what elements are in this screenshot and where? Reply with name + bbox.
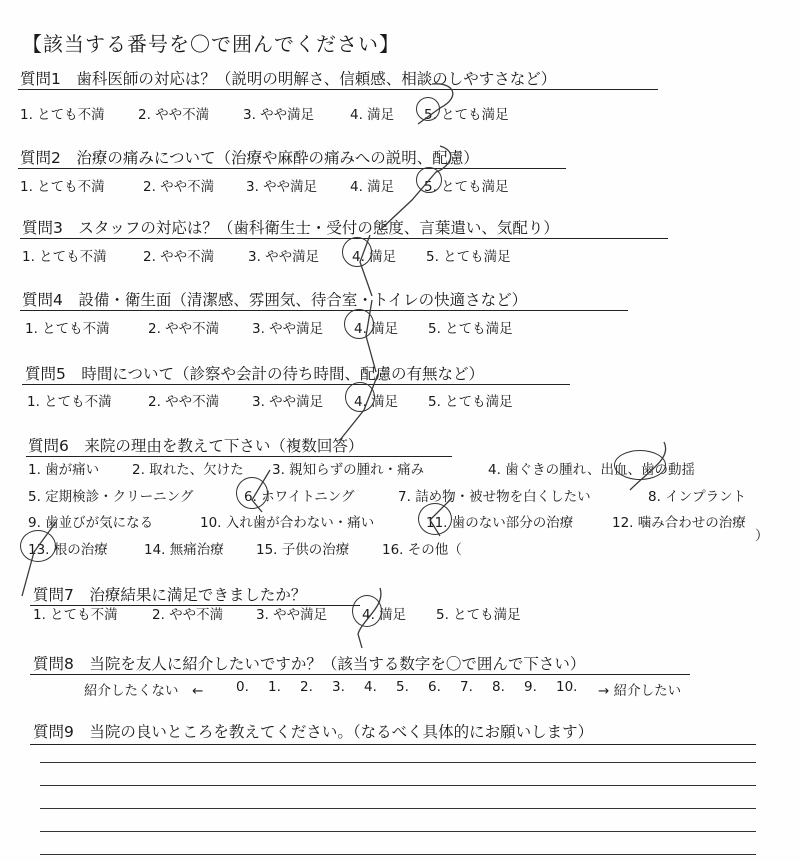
- q5-option-3[interactable]: 3. やや満足: [252, 394, 324, 410]
- q4-option-2[interactable]: 2. やや不満: [148, 321, 220, 337]
- pen-stroke-q1: [418, 84, 453, 124]
- q8-scale-10[interactable]: 10.: [556, 679, 578, 695]
- pen-stroke-q7: [358, 588, 381, 648]
- q6-option-2[interactable]: 2. 取れた、欠けた: [132, 462, 244, 478]
- q8-scale-0[interactable]: 0.: [236, 679, 249, 695]
- q3-option-1[interactable]: 1. とても不満: [22, 249, 107, 265]
- q1-option-1[interactable]: 1. とても不満: [20, 107, 105, 123]
- pen-stroke-q6-c: [430, 498, 452, 536]
- q4-option-5[interactable]: 5. とても満足: [428, 321, 513, 337]
- q8-scale-right-label: → 紹介したい: [598, 683, 682, 699]
- q2-option-3[interactable]: 3. やや満足: [246, 179, 318, 195]
- q4-option-1[interactable]: 1. とても不満: [25, 321, 110, 337]
- question-2-label: 質問2 治療の痛みについて（治療や麻酔の痛みへの説明、配慮）: [20, 149, 479, 167]
- q2-option-4[interactable]: 4. 満足: [350, 179, 395, 195]
- q6-option-4[interactable]: 4. 歯ぐきの腫れ、出血、歯の動揺: [488, 462, 695, 478]
- question-3-label: 質問3 スタッフの対応は？（歯科衛生士・受付の態度、言葉遣い、気配り）: [22, 219, 559, 237]
- question-4-label: 質問4 設備・衛生面（清潔感、雰囲気、待合室・トイレの快適さなど）: [22, 291, 528, 309]
- q7-option-2[interactable]: 2. やや不満: [152, 607, 224, 623]
- q4-option-4[interactable]: 4. 満足: [354, 321, 399, 337]
- q6-option-6[interactable]: 6. ホワイトニング: [244, 489, 355, 505]
- q6-option-15[interactable]: 15. 子供の治療: [256, 542, 350, 558]
- q6-option-9[interactable]: 9. 歯並びが気になる: [28, 515, 154, 531]
- pen-stroke-q2: [380, 146, 451, 230]
- q8-scale-7[interactable]: 7.: [460, 679, 473, 695]
- q6-option-3[interactable]: 3. 親知らずの腫れ・痛み: [272, 462, 425, 478]
- q6-option-13[interactable]: 13. 根の治療: [28, 542, 108, 558]
- question-9-label: 質問9 当院の良いところを教えてください。（なるべく具体的にお願いします）: [33, 723, 594, 741]
- q5-option-2[interactable]: 2. やや不満: [148, 394, 220, 410]
- q2-option-5[interactable]: 5. とても満足: [424, 179, 509, 195]
- q8-scale-9[interactable]: 9.: [524, 679, 537, 695]
- q6-other-close-paren: ）: [755, 528, 769, 544]
- q8-scale-8[interactable]: 8.: [492, 679, 505, 695]
- q8-scale-6[interactable]: 6.: [428, 679, 441, 695]
- pen-stroke-q6-d: [22, 522, 56, 596]
- q4-option-3[interactable]: 3. やや満足: [252, 321, 324, 337]
- q6-option-11[interactable]: 11. 歯のない部分の治療: [426, 515, 574, 531]
- question-5-label: 質問5 時間について（診察や会計の待ち時間、配慮の有無など）: [25, 365, 485, 383]
- q6-option-16[interactable]: 16. その他（: [382, 542, 462, 558]
- q7-option-5[interactable]: 5. とても満足: [436, 607, 521, 623]
- q7-option-4[interactable]: 4. 満足: [362, 607, 407, 623]
- pen-stroke-q6-b: [252, 470, 270, 512]
- q1-option-5[interactable]: 5. とても満足: [424, 107, 509, 123]
- q7-option-1[interactable]: 1. とても不満: [33, 607, 118, 623]
- q3-option-3[interactable]: 3. やや満足: [248, 249, 320, 265]
- q5-option-4[interactable]: 4. 満足: [354, 394, 399, 410]
- question-6-label: 質問6 来院の理由を教えて下さい（複数回答）: [28, 437, 364, 455]
- q3-option-5[interactable]: 5. とても満足: [426, 249, 511, 265]
- q8-scale-2[interactable]: 2.: [300, 679, 313, 695]
- page-title: 【該当する番号を〇で囲んでください】: [22, 32, 400, 56]
- q8-scale-left-label: 紹介したくない ←: [84, 683, 204, 699]
- q5-option-1[interactable]: 1. とても不満: [27, 394, 112, 410]
- q6-option-10[interactable]: 10. 入れ歯が合わない・痛い: [200, 515, 375, 531]
- q2-option-1[interactable]: 1. とても不満: [20, 179, 105, 195]
- q8-scale-5[interactable]: 5.: [396, 679, 409, 695]
- q5-option-5[interactable]: 5. とても満足: [428, 394, 513, 410]
- q8-scale-3[interactable]: 3.: [332, 679, 345, 695]
- pen-stroke-q4: [366, 300, 376, 372]
- q1-option-2[interactable]: 2. やや不満: [138, 107, 210, 123]
- pen-stroke-q3: [360, 235, 372, 296]
- q8-scale-1[interactable]: 1.: [268, 679, 281, 695]
- q6-option-1[interactable]: 1. 歯が痛い: [28, 462, 100, 478]
- q6-option-5[interactable]: 5. 定期検診・クリーニング: [28, 489, 194, 505]
- q3-option-4[interactable]: 4. 満足: [352, 249, 397, 265]
- q7-option-3[interactable]: 3. やや満足: [256, 607, 328, 623]
- q2-option-2[interactable]: 2. やや不満: [143, 179, 215, 195]
- question-7-label: 質問7 治療結果に満足できましたか？: [33, 586, 307, 604]
- q6-option-8[interactable]: 8. インプラント: [648, 489, 747, 505]
- q6-option-14[interactable]: 14. 無痛治療: [144, 542, 224, 558]
- question-1-label: 質問1 歯科医師の対応は？（説明の明解さ、信頼感、相談のしやすさなど）: [20, 70, 557, 88]
- q6-option-12[interactable]: 12. 噛み合わせの治療: [612, 515, 746, 531]
- q8-scale-4[interactable]: 4.: [364, 679, 377, 695]
- pen-stroke-q6-a: [630, 442, 666, 490]
- q3-option-2[interactable]: 2. やや不満: [143, 249, 215, 265]
- question-8-label: 質問8 当院を友人に紹介したいですか？（該当する数字を〇で囲んで下さい）: [33, 655, 586, 673]
- pen-stroke-q5: [340, 374, 378, 440]
- q6-option-7[interactable]: 7. 詰め物・被せ物を白くしたい: [398, 489, 591, 505]
- q1-option-3[interactable]: 3. やや満足: [243, 107, 315, 123]
- q1-option-4[interactable]: 4. 満足: [350, 107, 395, 123]
